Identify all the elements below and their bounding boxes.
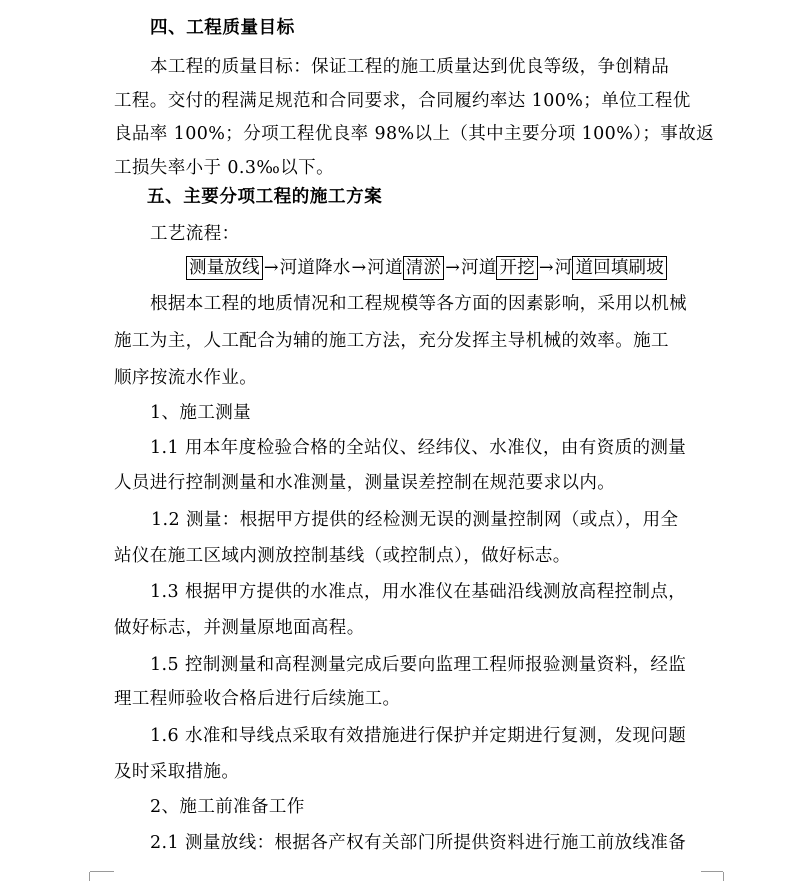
p1-5-line-2: 理工程师验收合格后进行后续施工。 (114, 689, 401, 709)
flow-step-dredging: 清淤 (403, 256, 444, 280)
section4-line-2: 工程。交付的程满足规范和合同要求，合同履约率达 100%；单位工程优 (114, 91, 691, 111)
p1-3-line-1: 1.3 根据甲方提供的水准点，用水准仪在基础沿线测放高程控制点， (150, 582, 687, 602)
p1-2-line-2: 站仪在施工区域内测放控制基线（或控制点），做好标志。 (114, 546, 571, 566)
section4-line-3: 良品率 100%；分项工程优良率 98%以上（其中主要分项 100%）；事故返 (114, 124, 714, 144)
flow-step3-prefix: 河道 (367, 258, 403, 278)
sub2-heading: 2、施工前准备工作 (150, 797, 305, 817)
p1-2-line-1: 1.2 测量：根据甲方提供的经检测无误的测量控制网（或点），用全 (151, 510, 679, 530)
flow-step4-prefix: 河道 (461, 258, 497, 278)
p1-1-line-1: 1.1 用本年度检验合格的全站仪、经纬仪、水准仪，由有资质的测量 (150, 438, 687, 458)
section4-line-1: 本工程的质量目标：保证工程的施工质量达到优良等级，争创精品 (150, 57, 670, 77)
flow-step5-prefix: 河 (554, 258, 573, 278)
intro-line-1: 根据本工程的地质情况和工程规模等各方面的因素影响，采用以机械 (150, 294, 687, 314)
corner-mark-right-vertical (723, 872, 724, 881)
p1-1-line-2: 人员进行控制测量和水准测量，测量误差控制在规范要求以内。 (114, 473, 616, 493)
process-label: 工艺流程： (150, 224, 240, 244)
flow-step-survey: 测量放线 (186, 256, 263, 280)
corner-mark-left-vertical (89, 872, 90, 881)
intro-line-2: 施工为主，人工配合为辅的施工方法，充分发挥主导机械的效率。施工 (114, 331, 669, 351)
corner-mark-right-horizontal (701, 871, 723, 872)
p1-6-line-2: 及时采取措施。 (114, 762, 240, 782)
flow-arrow-2: → (351, 258, 367, 278)
p2-1-line-1: 2.1 测量放线：根据各产权有关部门所提供资料进行施工前放线准备 (150, 833, 687, 853)
section4-line-4: 工损失率小于 0.3‰以下。 (114, 158, 334, 178)
p1-3-line-2: 做好标志，并测量原地面高程。 (114, 618, 365, 638)
flow-step-backfill: 道回填刷坡 (572, 256, 667, 280)
section5-heading: 五、主要分项工程的施工方案 (147, 187, 383, 207)
flow-step-excavation: 开挖 (496, 256, 537, 280)
section4-heading: 四、工程质量目标 (150, 18, 295, 38)
corner-mark-left-horizontal (90, 871, 114, 872)
p1-6-line-1: 1.6 水准和导线点采取有效措施进行保护并定期进行复测，发现问题 (150, 726, 687, 746)
p1-5-line-1: 1.5 控制测量和高程测量完成后要向监理工程师报验测量资料，经监 (150, 655, 687, 675)
flow-step-dewatering: 河道降水 (279, 258, 351, 278)
flow-arrow-1: → (263, 258, 279, 278)
flow-arrow-4: → (538, 258, 554, 278)
sub1-heading: 1、施工测量 (150, 403, 252, 423)
intro-line-3: 顺序按流水作业。 (114, 368, 258, 388)
flow-arrow-3: → (445, 258, 461, 278)
process-flow (186, 256, 667, 280)
